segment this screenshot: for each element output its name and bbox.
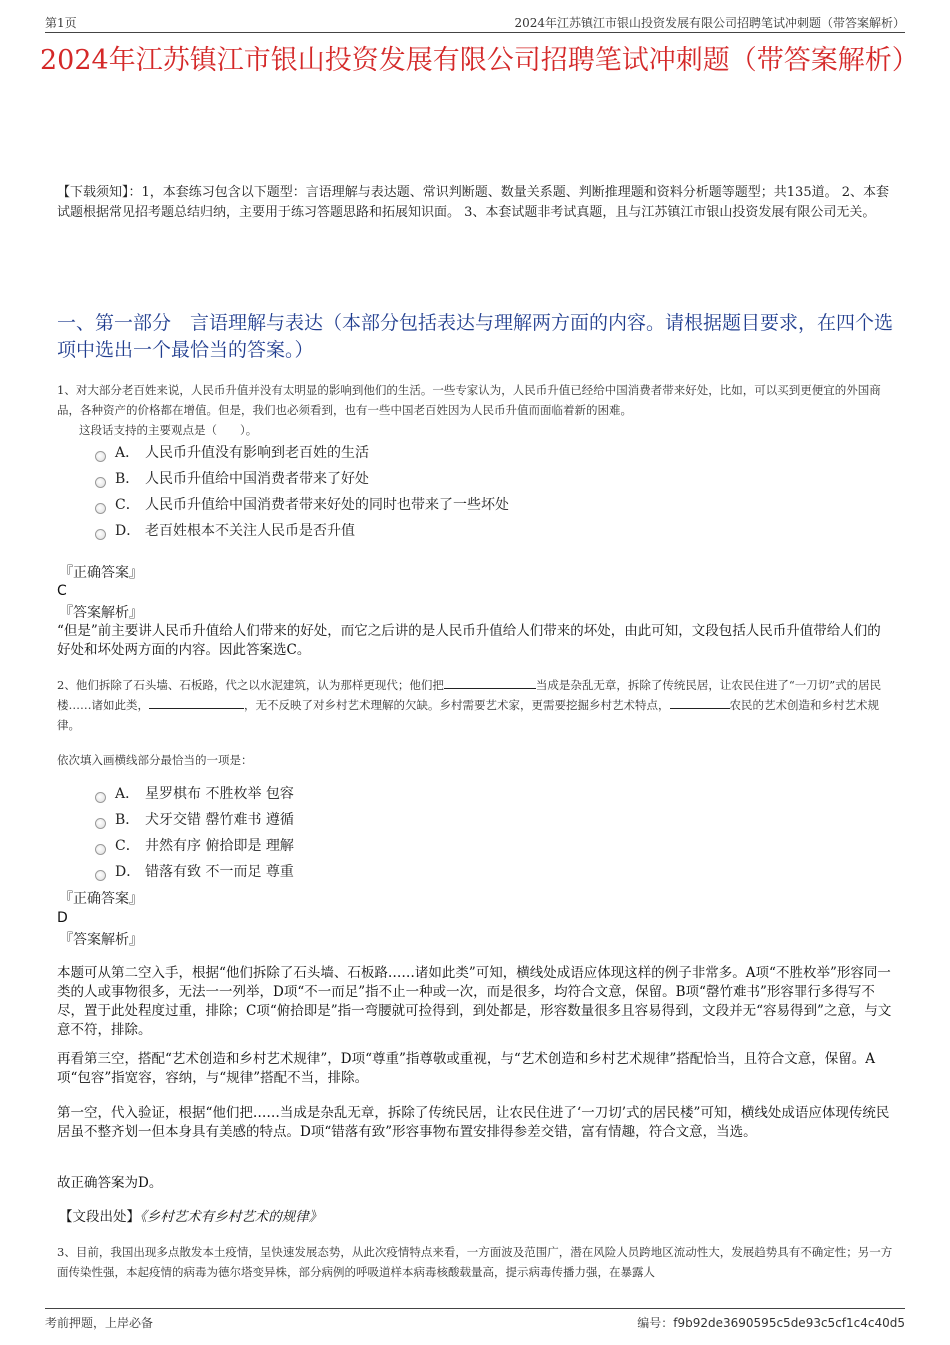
option-a[interactable] (95, 440, 795, 466)
question-1 (57, 380, 893, 440)
option-d[interactable] (95, 518, 795, 544)
radio-icon[interactable] (95, 792, 106, 803)
analysis-label: 『答案解析』 (59, 932, 143, 948)
option-text: 人民币升值给中国消费者带来了好处 (145, 471, 369, 487)
question-2-stem-part: 当成是杂乱无章，拆除了传统民居，让农民住进了“一刀切”式的居民楼……诸如此类， (57, 678, 882, 712)
question-3-stem: 3、目前，我国出现多点散发本土疫情，呈快速发展态势，从此次疫情特点来看，一方面波及范围广，潜在风险人员跨地区流动性大，发展趋势具有不确定性；另一方面传染性强，本起疫情的病毒为德尔塔变异株，部分病例的呼吸道样本病毒核酸载量高，提示病毒传播力强，在暴露人 (57, 1245, 893, 1279)
option-key: A． (115, 786, 140, 802)
option-a[interactable] (95, 781, 795, 807)
question-1-analysis: “但是”前主要讲人民币升值给人们带来的好处，而它之后讲的是人民币升值给人们带来的坏处，由此可知，文段包括人民币升值带给人们的好处和坏处两方面的内容。因此答案选C。 (57, 623, 881, 658)
radio-icon[interactable] (95, 870, 106, 881)
option-key: D． (115, 864, 141, 880)
page-number: 第1页 (45, 16, 77, 30)
question-2-prompt: 依次填入画横线部分最恰当的一项是： (57, 753, 253, 767)
radio-icon[interactable] (95, 477, 106, 488)
option-key: B． (115, 471, 140, 487)
question-2-stem-part: 农民的艺术创造和乡村艺术规律。 (57, 698, 879, 732)
question-1-stem: 1、对大部分老百姓来说，人民币升值并没有太明显的影响到他们的生活。一些专家认为，人民币升值已经给中国消费者带来好处，比如，可以买到更便宜的外国商品，各种资产的价格都在增值。但是，我们也必须看到，也有一些中国老百姓因为人民币升值而面临着新的困难。 (57, 383, 881, 417)
option-b[interactable] (95, 807, 795, 833)
question-2-analysis-p2: 再看第三空，搭配“艺术创造和乡村艺术规律”，D项“尊重”指尊敬或重视，与“艺术创造和乡村艺术规律”搭配恰当，且符合文意，保留。A项“包容”指宽容，容纳，与“规律”搭配不当，排除。 (57, 1051, 875, 1086)
option-c[interactable] (95, 833, 795, 859)
radio-icon[interactable] (95, 529, 106, 540)
page-title: 2024年江苏镇江市银山投资发展有限公司招聘笔试冲刺题（带答案解析） (40, 45, 919, 76)
option-text: 老百姓根本不关注人民币是否升值 (145, 523, 355, 539)
option-d[interactable] (95, 859, 795, 885)
footer-code-label: 编号： (637, 1316, 674, 1330)
question-2-stem-part: ，无不反映了对乡村艺术理解的欠缺。乡村需要艺术家，更需要挖掘乡村艺术特点， (244, 698, 670, 712)
source-label: 【文段出处】 (59, 1209, 140, 1225)
footer-code-value: f9b92de3690595c5de93c5cf1c4c40d5 (673, 1316, 905, 1330)
blank-3 (670, 696, 730, 709)
footer-code (637, 1314, 905, 1331)
header-doc-title: 2024年江苏镇江市银山投资发展有限公司招聘笔试冲刺题（带答案解析） (514, 16, 905, 30)
option-key: C． (115, 838, 140, 854)
question-2-analysis-p1: 本题可从第二空入手，根据“他们拆除了石头墙、石板路……诸如此类”可知，横线处成语应体现这样的例子非常多。A项“不胜枚举”形容同一类的人或事物很多，无法一一列举，D项“不一而足”指不止一种或一次，而是很多，均符合文意，保留。B项“罄竹难书”形容罪行多得写不尽，置于此处程度过重，排除；C项“俯拾即是”指一弯腰就可捡得到，到处都是，形容数量很多且容易得到，文段并无“容易得到”之意，与文意不符，排除。 (57, 965, 892, 1038)
download-notice: 【下载须知】：1，本套练习包含以下题型：言语理解与表达题、常识判断题、数量关系题、判断推理题和资料分析题等题型；共135道。 2、本套试题根据常见招考题总结归纳，主要用于练习答题思路和拓展知识面。 3、本套试题非考试真题，且与江苏镇江市银山投资发展有限公司无关。 (57, 185, 889, 220)
analysis-label: 『答案解析』 (59, 605, 143, 621)
option-text: 井然有序 俯拾即是 理解 (145, 838, 294, 854)
blank-2 (149, 696, 244, 709)
option-key: D． (115, 523, 141, 539)
question-1-answer: C (57, 583, 67, 599)
question-2-stem-part: 2、他们拆除了石头墙、石板路，代之以水泥建筑，认为那样更现代；他们把 (57, 678, 444, 692)
question-2-analysis-p4: 故正确答案为D。 (57, 1175, 163, 1191)
question-2-source (59, 1208, 322, 1227)
page-footer (45, 1308, 905, 1329)
option-text: 星罗棋布 不胜枚举 包容 (145, 786, 294, 802)
option-text: 犬牙交错 罄竹难书 遵循 (145, 812, 294, 828)
section-heading: 一、第一部分 言语理解与表达（本部分包括表达与理解两方面的内容。请根据题目要求，在四个选项中选出一个最恰当的答案。） (57, 312, 894, 361)
option-b[interactable] (95, 466, 795, 492)
footer-slogan: 考前押题，上岸必备 (45, 1316, 154, 1330)
question-2 (57, 675, 893, 735)
correct-answer-label: 『正确答案』 (59, 565, 143, 581)
radio-icon[interactable] (95, 503, 106, 514)
option-text: 人民币升值没有影响到老百姓的生活 (145, 445, 369, 461)
blank-1 (444, 676, 536, 689)
option-key: A． (115, 445, 140, 461)
radio-icon[interactable] (95, 818, 106, 829)
option-text: 人民币升值给中国消费者带来好处的同时也带来了一些坏处 (145, 497, 509, 513)
radio-icon[interactable] (95, 844, 106, 855)
question-1-prompt: 这段话支持的主要观点是（ ）。 (79, 423, 258, 437)
question-2-answer: D (57, 910, 68, 926)
option-key: C． (115, 497, 140, 513)
option-key: B． (115, 812, 140, 828)
source-title: 《乡村艺术有乡村艺术的规律》 (140, 1209, 323, 1225)
question-2-options (95, 781, 795, 885)
option-c[interactable] (95, 492, 795, 518)
option-text: 错落有致 不一而足 尊重 (145, 864, 294, 880)
correct-answer-label: 『正确答案』 (59, 891, 143, 907)
question-2-analysis-p3: 第一空，代入验证，根据“他们把……当成是杂乱无章，拆除了传统民居，让农民住进了‘一刀切’式的居民楼”可知，横线处成语应体现传统民居虽不整齐划一但本身具有美感的特点。D项“错落有致”形容事物布置安排得参差交错，富有情趣，符合文意，当选。 (57, 1105, 890, 1140)
page-header (45, 12, 905, 33)
question-1-options (95, 440, 795, 544)
radio-icon[interactable] (95, 451, 106, 462)
